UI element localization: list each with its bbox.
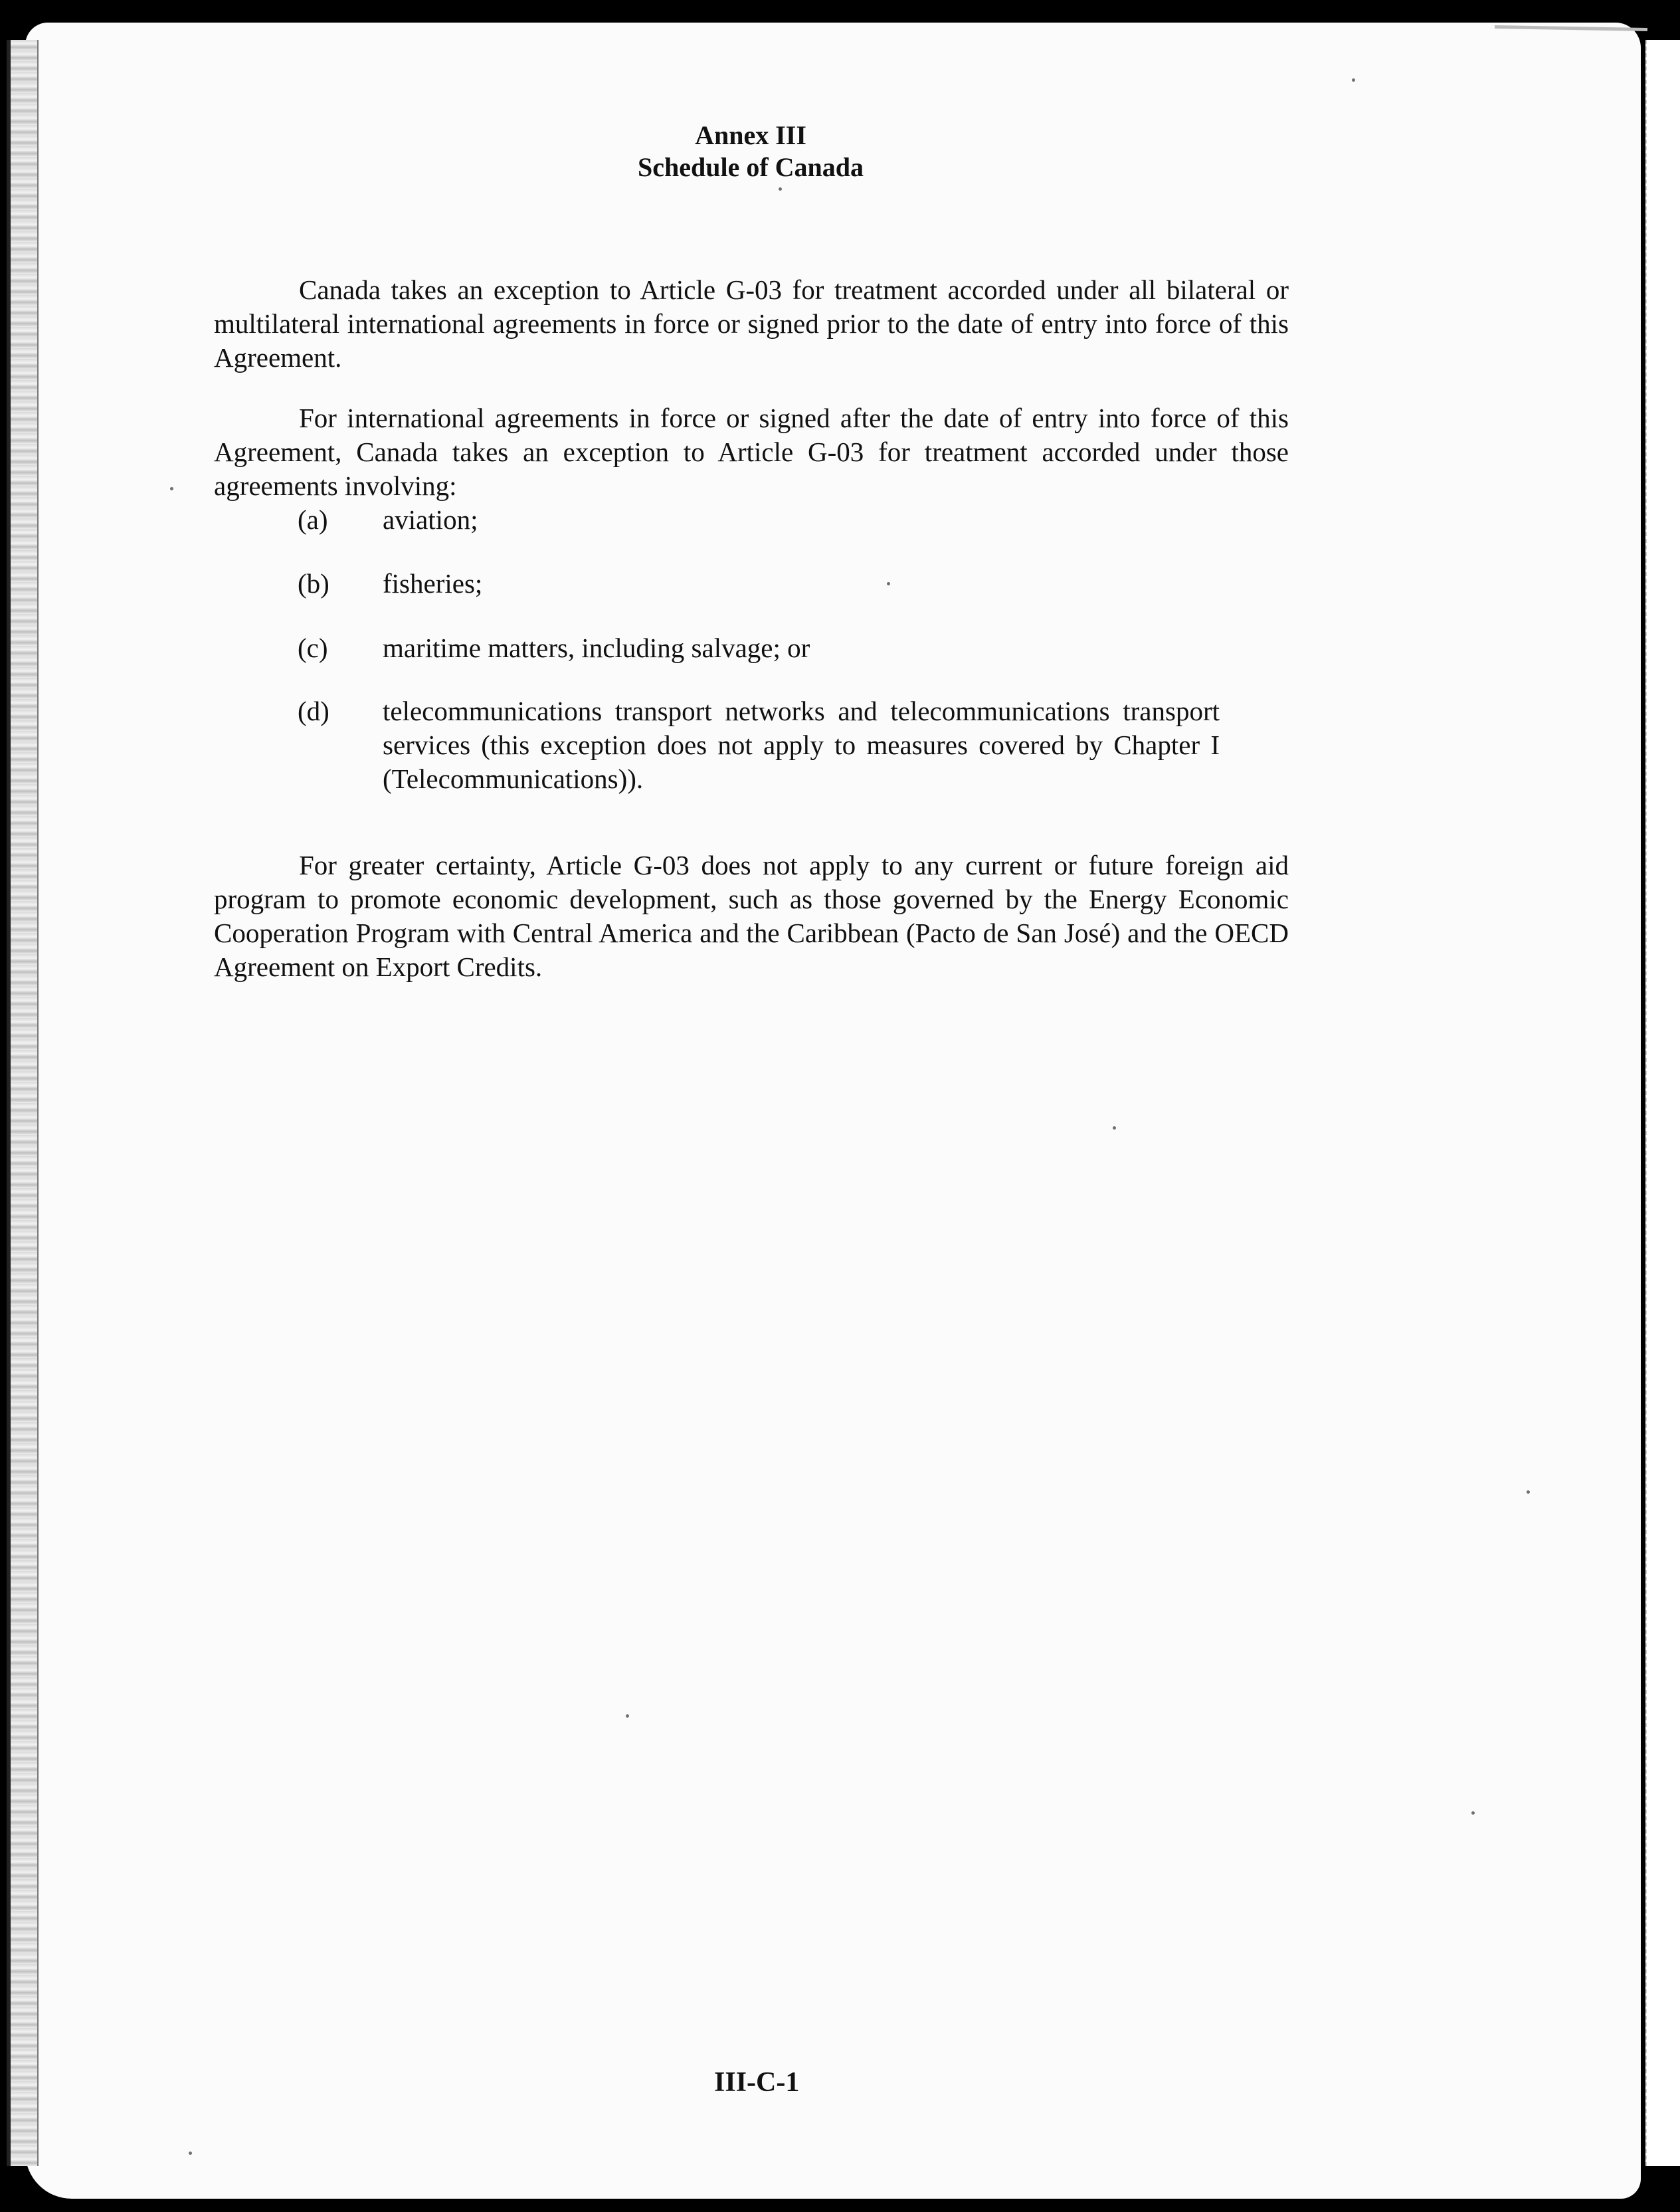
speck bbox=[1113, 1126, 1116, 1130]
list-text: aviation; bbox=[383, 504, 478, 535]
paragraph-foreign-aid: For greater certainty, Article G-03 does not apply to any current or future foreign aid program to promote economic development, such as those governed by the Energy Economic Cooperation Program with Central America and the Caribbean (Pacto de San José) and the OECD Agreement on Export Credits. bbox=[214, 850, 1289, 982]
speck bbox=[1527, 1490, 1530, 1494]
speck bbox=[1352, 78, 1355, 82]
paragraph-exception: Canada takes an exception to Article G-03 for treatment accorded under all bilateral or multilateral international agreements in force or signed prior to the date of entry into force of this Agreement. bbox=[214, 274, 1289, 373]
speck bbox=[887, 582, 890, 585]
schedule-title: Schedule of Canada bbox=[637, 152, 864, 182]
speck bbox=[170, 487, 173, 490]
paragraph-future-agreements: For international agreements in force or signed after the date of entry into force of this Agreement, Canada takes an exception to Article G-03 for treatment accorded under those agreements involving: bbox=[214, 403, 1289, 501]
speck bbox=[189, 2152, 192, 2155]
speck bbox=[779, 187, 782, 191]
list-text: fisheries; bbox=[383, 568, 483, 599]
list-letter: (b) bbox=[298, 568, 329, 599]
annex-title: Annex III bbox=[695, 120, 806, 150]
list-letter: (c) bbox=[298, 633, 328, 663]
list-text: maritime matters, including salvage; or bbox=[383, 633, 810, 663]
list-letter: (a) bbox=[298, 504, 328, 535]
list-text: telecommunications transport networks and telecommunications transport services (this exception does not apply to measures covered by Chapter I (Telecommunications)). bbox=[383, 696, 1220, 794]
page-number: III-C-1 bbox=[714, 2067, 800, 2098]
list-letter: (d) bbox=[298, 696, 329, 726]
speck bbox=[1471, 1811, 1475, 1815]
speck bbox=[626, 1714, 629, 1718]
